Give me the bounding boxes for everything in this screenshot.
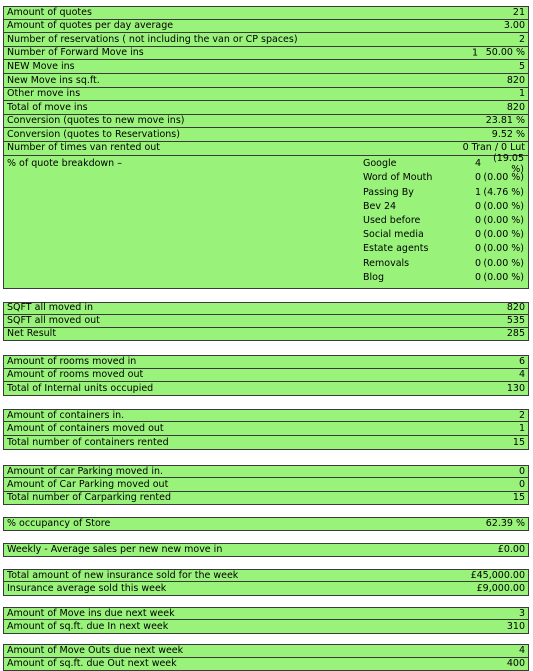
spacer xyxy=(3,341,529,355)
quotes-section xyxy=(3,6,529,289)
breakdown-source: Removals xyxy=(363,257,410,269)
row-carparking-total xyxy=(3,492,529,506)
row-value: 9.52 % xyxy=(491,128,525,140)
breakdown-item xyxy=(363,152,524,175)
row-rooms-moved-in xyxy=(3,355,529,369)
row-insurance-average xyxy=(3,582,529,596)
row-internal-units xyxy=(3,382,529,396)
breakdown-pct: (0.00 %) xyxy=(483,229,524,241)
breakdown-pct: (0.00 %) xyxy=(483,172,524,184)
breakdown-item xyxy=(363,213,524,227)
row-value: 23.81 % xyxy=(485,115,525,127)
breakdown-count: 4 xyxy=(475,158,482,170)
row-label: Amount of sq.ft. due In next week xyxy=(7,620,169,632)
row-label: Total of Internal units occupied xyxy=(7,382,154,394)
row-value: 2 xyxy=(518,33,525,45)
row-label: Amount of rooms moved out xyxy=(7,369,144,381)
row-value: 130 xyxy=(506,382,525,394)
row-rooms-moved-out xyxy=(3,369,529,383)
row-value: 62.39 % xyxy=(485,518,525,530)
row-value: 4 xyxy=(518,645,525,657)
breakdown-pct: (4.76 %) xyxy=(483,186,524,198)
row-label: Total of move ins xyxy=(7,101,88,113)
row-label: Amount of sq.ft. due Out next week xyxy=(7,658,177,670)
spacer xyxy=(3,505,529,517)
row-net-result xyxy=(3,328,529,341)
carparking-section xyxy=(3,465,529,506)
row-carparking-out xyxy=(3,478,529,492)
row-value: £9,000.00 xyxy=(476,582,525,594)
row-label: Amount of containers in. xyxy=(7,409,125,421)
breakdown-item xyxy=(363,242,524,256)
row-value: 50.00 % xyxy=(485,47,525,59)
row-reservations xyxy=(3,33,529,47)
breakdown-count: 0 xyxy=(475,243,482,255)
row-label: Amount of containers moved out xyxy=(7,423,164,435)
row-value: 285 xyxy=(506,328,525,340)
breakdown-count: 1 xyxy=(475,186,482,198)
row-value: 3.00 xyxy=(503,20,525,32)
breakdown-pct: (19.05 %) xyxy=(493,152,524,175)
rooms-section xyxy=(3,355,529,396)
row-label: % occupancy of Store xyxy=(7,518,111,530)
row-label: Conversion (quotes to new move ins) xyxy=(7,115,185,127)
row-label: NEW Move ins xyxy=(7,60,75,72)
movein-next-section xyxy=(3,607,529,634)
row-label: Amount of Move Outs due next week xyxy=(7,645,184,657)
row-value: 4 xyxy=(518,369,525,381)
row-value: 820 xyxy=(506,101,525,113)
breakdown-item xyxy=(363,199,524,213)
breakdown-count: 0 xyxy=(475,271,482,283)
breakdown-item xyxy=(363,270,524,284)
row-quotes-per-day xyxy=(3,20,529,34)
breakdown-item xyxy=(363,185,524,199)
spacer xyxy=(3,289,529,302)
spacer xyxy=(3,531,529,543)
row-label: Total number of Carparking rented xyxy=(7,492,171,504)
row-label: Amount of quotes per day average xyxy=(7,20,174,32)
row-other-move-ins xyxy=(3,88,529,102)
row-containers-out xyxy=(3,422,529,436)
row-forward-move-ins xyxy=(3,47,529,61)
report-sheet xyxy=(3,6,529,671)
breakdown-source: Blog xyxy=(363,271,384,283)
breakdown-pct: (0.00 %) xyxy=(483,257,524,269)
breakdown-pct: (0.00 %) xyxy=(483,243,524,255)
breakdown-count: 0 xyxy=(475,257,482,269)
row-value: 0 xyxy=(518,478,525,490)
row-label: Total amount of new insurance sold for the week xyxy=(7,569,239,581)
row-conversion-reservations xyxy=(3,128,529,142)
row-label: Other move ins xyxy=(7,88,81,100)
row-count: 1 xyxy=(472,47,479,59)
row-value: 820 xyxy=(506,302,525,314)
breakdown-item xyxy=(363,171,524,185)
row-value: 400 xyxy=(506,658,525,670)
row-value: 21 xyxy=(512,7,525,19)
row-sqft-moved-in xyxy=(3,302,529,315)
breakdown-item xyxy=(363,228,524,242)
spacer xyxy=(3,557,529,569)
breakdown-count: 0 xyxy=(475,172,482,184)
row-value: 2 xyxy=(518,409,525,421)
row-value: 0 Tran / 0 Lut xyxy=(462,142,525,154)
breakdown-source: Word of Mouth xyxy=(363,172,433,184)
breakdown-pct: (0.00 %) xyxy=(483,271,524,283)
row-value: 535 xyxy=(506,315,525,327)
spacer xyxy=(3,450,529,465)
row-value: 15 xyxy=(512,436,525,448)
spacer xyxy=(3,634,529,644)
row-value: 3 xyxy=(518,607,525,619)
row-value: £45,000.00 xyxy=(470,569,525,581)
containers-section xyxy=(3,409,529,450)
row-label: Amount of car Parking moved in. xyxy=(7,465,164,477)
row-label: Number of times van rented out xyxy=(7,142,161,154)
row-value: 1 xyxy=(518,423,525,435)
row-label: Insurance average sold this week xyxy=(7,582,167,594)
row-sqft-out-next-week xyxy=(3,658,529,671)
row-containers-total xyxy=(3,436,529,450)
quote-breakdown xyxy=(3,152,529,289)
breakdown-pct: (0.00 %) xyxy=(483,214,524,226)
row-label: Amount of quotes xyxy=(7,7,92,19)
row-value: £0.00 xyxy=(497,544,525,556)
breakdown-item xyxy=(363,256,524,270)
row-value: 1 xyxy=(518,88,525,100)
row-conversion-move-ins xyxy=(3,115,529,129)
row-new-move-ins xyxy=(3,60,529,74)
row-label: Total number of containers rented xyxy=(7,436,169,448)
row-label: SQFT all moved out xyxy=(7,315,100,327)
row-label: Number of reservations ( not including the van or CP spaces) xyxy=(7,33,298,45)
row-label: Amount of Move ins due next week xyxy=(7,607,175,619)
row-value: 310 xyxy=(506,620,525,632)
row-insurance-total xyxy=(3,569,529,583)
breakdown-pct: (0.00 %) xyxy=(483,200,524,212)
row-occupancy xyxy=(3,517,529,531)
row-label: Net Result xyxy=(7,328,57,340)
row-label: SQFT all moved in xyxy=(7,302,93,314)
breakdown-count: 0 xyxy=(475,229,482,241)
row-moveouts-next-week xyxy=(3,644,529,658)
row-containers-in xyxy=(3,409,529,423)
sqft-section xyxy=(3,302,529,342)
breakdown-source: Google xyxy=(363,158,397,170)
row-value: 0 xyxy=(518,465,525,477)
row-label: New Move ins sq.ft. xyxy=(7,74,100,86)
row-value: 820 xyxy=(506,74,525,86)
breakdown-title: % of quote breakdown – xyxy=(7,157,122,169)
row-label: Amount of Car Parking moved out xyxy=(7,478,169,490)
row-label: Number of Forward Move ins xyxy=(7,47,144,59)
row-label: Weekly - Average sales per new new move in xyxy=(7,544,223,556)
row-van-rented xyxy=(3,142,529,156)
row-carparking-in xyxy=(3,465,529,479)
row-total-move-ins xyxy=(3,101,529,115)
row-moveins-next-week xyxy=(3,607,529,621)
row-weekly-average xyxy=(3,543,529,557)
breakdown-count: 0 xyxy=(475,200,482,212)
insurance-section xyxy=(3,569,529,596)
row-value: 5 xyxy=(518,60,525,72)
row-label: Conversion (quotes to Reservations) xyxy=(7,128,180,140)
breakdown-source: Social media xyxy=(363,229,424,241)
breakdown-source: Estate agents xyxy=(363,243,429,255)
row-value: 15 xyxy=(512,492,525,504)
row-sqft-moved-out xyxy=(3,315,529,328)
row-label: Amount of rooms moved in xyxy=(7,356,137,368)
row-amount-of-quotes xyxy=(3,6,529,20)
row-value: 6 xyxy=(518,356,525,368)
spacer xyxy=(3,596,529,607)
row-sqft-in-next-week xyxy=(3,620,529,634)
spacer xyxy=(3,396,529,409)
breakdown-count: 0 xyxy=(475,214,482,226)
breakdown-source: Bev 24 xyxy=(363,200,397,212)
row-new-move-ins-sqft xyxy=(3,74,529,88)
breakdown-source: Used before xyxy=(363,214,421,226)
breakdown-source: Passing By xyxy=(363,186,414,198)
